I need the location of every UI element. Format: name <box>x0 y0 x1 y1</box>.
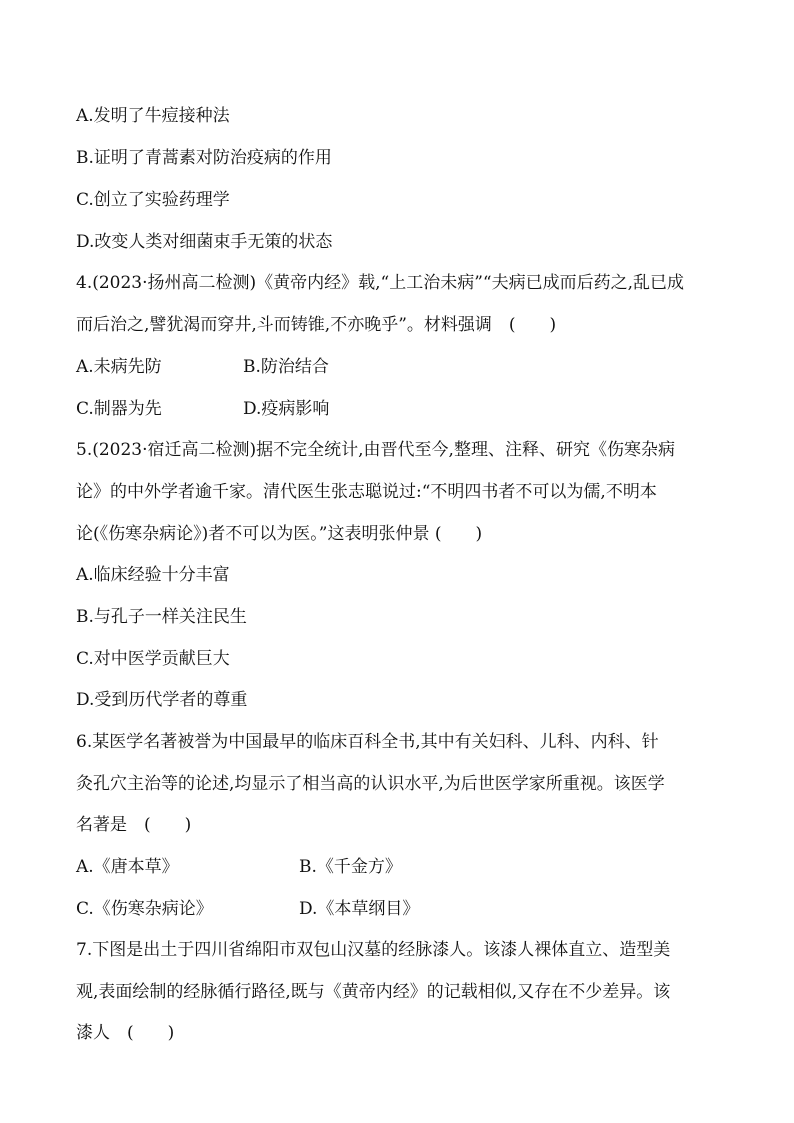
q6-option-b: B.《千金方》 <box>299 857 402 877</box>
q4-option-c: C.制器为先 <box>76 399 162 419</box>
q6-stem-line-1: 6.某医学名著被誉为中国最早的临床百科全书,其中有关妇科、儿科、内科、针 <box>76 732 659 752</box>
q4-stem-line-1: 4.(2023·扬州高二检测)《黄帝内经》载,“上工治未病”“夫病已成而后药之,乱已成 <box>76 273 685 293</box>
q7-stem-line-3: 漆人 ( ) <box>76 1023 175 1043</box>
q3-option-c: C.创立了实验药理学 <box>76 190 230 210</box>
q6-options-row-1 <box>76 856 402 878</box>
q6-options-row-2 <box>76 898 420 920</box>
q6-option-c: C.《伤寒杂病论》 <box>76 899 213 919</box>
q5-option-b: B.与孔子一样关注民生 <box>76 607 247 627</box>
q6-stem-line-2: 灸孔穴主治等的论述,均显示了相当高的认识水平,为后世医学家所重视。该医学 <box>76 774 665 794</box>
q5-stem-line-3: 论(《伤寒杂病论》)者不可以为医。”这表明张仲景 ( ) <box>76 524 483 544</box>
q5-stem-line-2: 论》的中外学者逾千家。清代医生张志聪说过:“不明四书者不可以为儒,不明本 <box>76 482 657 502</box>
q4-options-row-1 <box>76 356 329 378</box>
q3-option-a: A.发明了牛痘接种法 <box>76 106 230 126</box>
q5-option-a: A.临床经验十分丰富 <box>76 565 230 585</box>
q5-stem-line-1: 5.(2023·宿迁高二检测)据不完全统计,由晋代至今,整理、注释、研究《伤寒杂病 <box>76 440 675 460</box>
q7-stem-line-2: 观,表面绘制的经脉循行路径,既与《黄帝内经》的记载相似,又存在不少差异。该 <box>76 982 671 1002</box>
q4-stem-line-2: 而后治之,譬犹渴而穿井,斗而铸锥,不亦晚乎”。材料强调 ( ) <box>76 315 557 335</box>
q6-option-a: A.《唐本草》 <box>76 857 179 877</box>
q6-stem-line-3: 名著是 ( ) <box>76 815 192 835</box>
q5-option-c: C.对中医学贡献巨大 <box>76 649 230 669</box>
q4-option-b: B.防治结合 <box>243 357 329 377</box>
q3-option-b: B.证明了青蒿素对防治疫病的作用 <box>76 148 332 168</box>
q7-stem-line-1: 7.下图是出土于四川省绵阳市双包山汉墓的经脉漆人。该漆人裸体直立、造型美 <box>76 940 671 960</box>
q4-option-a: A.未病先防 <box>76 357 162 377</box>
q4-options-row-2 <box>76 398 330 420</box>
q4-option-d: D.疫病影响 <box>243 399 330 419</box>
q3-option-d: D.改变人类对细菌束手无策的状态 <box>76 232 333 252</box>
q6-option-d: D.《本草纲目》 <box>299 899 420 919</box>
q5-option-d: D.受到历代学者的尊重 <box>76 690 248 710</box>
